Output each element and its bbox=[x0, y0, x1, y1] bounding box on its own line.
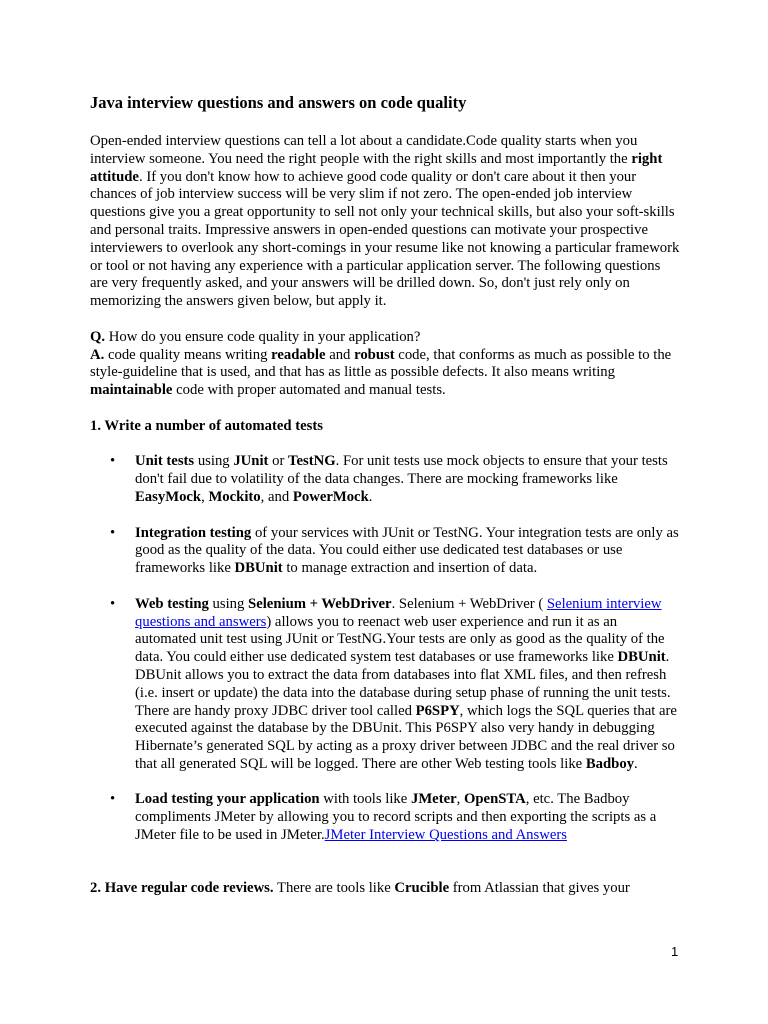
bold-term: EasyMock bbox=[135, 488, 202, 505]
list-item-load-testing bbox=[90, 791, 680, 844]
bold-term: DBUnit bbox=[617, 649, 666, 666]
item-text: , bbox=[201, 488, 209, 505]
answer-label: A. bbox=[90, 346, 105, 363]
intro-paragraph bbox=[90, 133, 680, 311]
answer-text: code quality means writing bbox=[104, 346, 272, 363]
bold-term: PowerMock bbox=[292, 488, 369, 505]
bullet-icon: • bbox=[110, 524, 116, 541]
item-text: . DBUnit allows you to extract the data from databases into flat XML files, and then refresh (i.e. insert or update) the data into the database during setup phase of running the unit tests. There are handy proxy JDBC driver tool called bbox=[135, 649, 671, 719]
document-body bbox=[90, 92, 680, 915]
answer-text: and bbox=[325, 346, 355, 363]
item-text: . Selenium + WebDriver ( bbox=[391, 595, 547, 612]
item-text: . bbox=[368, 488, 373, 505]
bold-term-crucible: Crucible bbox=[394, 879, 450, 896]
list-item-integration-testing bbox=[90, 525, 680, 578]
answer-bold-maintainable: maintainable bbox=[90, 382, 173, 399]
item-text: , which logs the SQL queries that are executed against the database by the DBUnit. This P6SPY also very handy in debugging Hibernate’s generated SQL by acting as a proxy driver between JDBC and the real driver so that all generated SQL will be logged. There are other Web testing tools like bbox=[135, 702, 677, 772]
answer-text: code with proper automated and manual tests. bbox=[172, 382, 446, 399]
bold-term: DBUnit bbox=[234, 560, 283, 577]
bullet-icon: • bbox=[110, 595, 116, 612]
question-label: Q. bbox=[90, 328, 106, 345]
section-2-paragraph bbox=[90, 880, 680, 898]
bold-term: OpenSTA bbox=[463, 791, 526, 808]
document-title: Java interview questions and answers on code quality bbox=[90, 93, 467, 112]
section-2-text: from Atlassian that gives your bbox=[449, 879, 630, 896]
bold-term: Mockito bbox=[208, 488, 261, 505]
jmeter-questions-link[interactable]: JMeter Interview Questions and Answers bbox=[324, 827, 567, 844]
section-2-text: There are tools like bbox=[273, 879, 395, 896]
section-2-heading: 2. Have regular code reviews. bbox=[90, 879, 274, 896]
item-text: with tools like bbox=[319, 791, 411, 808]
bold-term: Badboy bbox=[585, 755, 635, 772]
list-item-unit-tests bbox=[90, 453, 680, 506]
bold-term: Web testing bbox=[135, 595, 209, 612]
item-text: to manage extraction and insertion of data. bbox=[282, 560, 538, 577]
intro-bold-right-attitude: right attitude bbox=[90, 150, 663, 185]
item-text: using bbox=[194, 453, 234, 470]
bold-term: JUnit bbox=[233, 453, 269, 470]
bold-term: JMeter bbox=[410, 791, 457, 808]
bold-term: Unit tests bbox=[135, 453, 195, 470]
list-item-web-testing bbox=[90, 596, 680, 774]
item-text: , bbox=[456, 791, 464, 808]
section-1-heading: 1. Write a number of automated tests bbox=[90, 417, 323, 434]
item-text: or bbox=[268, 453, 289, 470]
page-number: 1 bbox=[671, 944, 679, 959]
intro-text-cont: . If you don't know how to achieve good code quality or don't care about it then your chances of job interview success will be very slim if not zero. The open-ended job interview questions give you a great opportunity to sell not only your technical skills, but also your soft-skills and personal traits. Impressive answers in open-ended questions can motivate your prospective interviewers to overlook any short-comings in your resume like not knowing a particular framework or tool or not having any experience with a particular application server. The following questions are very frequently asked, and your answers will be drilled down. So, don't just rely only on memorizing the answers given below, but apply it. bbox=[90, 168, 680, 310]
bold-term: Integration testing bbox=[135, 524, 252, 541]
automated-tests-list bbox=[90, 453, 680, 845]
item-text: , and bbox=[260, 488, 293, 505]
item-text: . For unit tests use mock objects to ensure that your tests don't fail due to volatility of the data changes. There are mocking frameworks like bbox=[135, 453, 668, 488]
bullet-icon: • bbox=[110, 791, 116, 808]
bold-term: Load testing your application bbox=[135, 791, 320, 808]
item-text: ) allows you to reenact web user experience and run it as an automated unit test using JUnit or TestNG.Your tests are only as good as the quality of the data. You could either use dedicated system test databases or use frameworks like bbox=[135, 613, 665, 666]
bold-term: Selenium + WebDriver bbox=[248, 595, 392, 612]
item-text: of your services with JUnit or TestNG. Your integration tests are only as good as the quality of the data. You could either use dedicated test databases or use frameworks like bbox=[135, 524, 679, 577]
answer-bold-robust: robust bbox=[354, 346, 395, 363]
bullet-icon: • bbox=[110, 453, 116, 470]
answer-text: code, that conforms as much as possible to the style-guideline that is used, and that has as little as possible defects. It also means writing bbox=[90, 346, 672, 381]
bold-term: TestNG bbox=[288, 453, 336, 470]
answer-bold-readable: readable bbox=[271, 346, 326, 363]
qa-paragraph bbox=[90, 329, 680, 400]
bold-term: P6SPY bbox=[415, 702, 460, 719]
item-text: , etc. The Badboy compliments JMeter by allowing you to record scripts and then exporting the scripts as a JMeter file to be used in JMeter. bbox=[135, 791, 657, 844]
intro-text: Open-ended interview questions can tell a lot about a candidate.Code quality starts when you interview someone. You need the right people with the right skills and most importantly the bbox=[90, 133, 638, 167]
item-text: . bbox=[634, 755, 638, 772]
selenium-questions-link[interactable]: Selenium interview questions and answers bbox=[135, 595, 662, 630]
item-text: using bbox=[208, 595, 249, 612]
question-text: How do you ensure code quality in your application? bbox=[105, 328, 421, 345]
